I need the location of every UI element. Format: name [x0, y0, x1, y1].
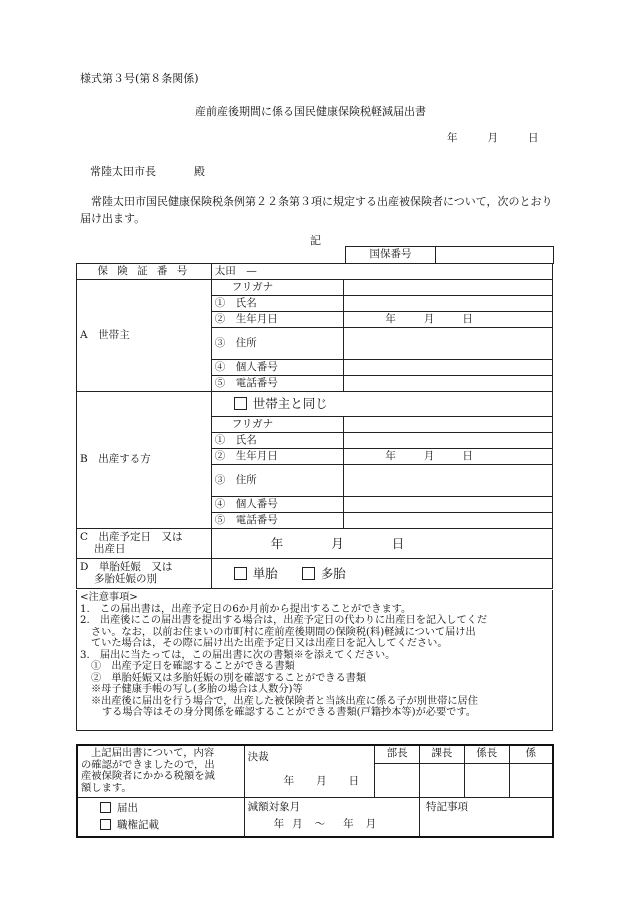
office-use-table [76, 744, 554, 838]
note-3: 3. 届出に当たっては，この届出書に次の書類※を添えてください。 [80, 649, 396, 661]
main-form-table [76, 263, 553, 589]
insurance-input[interactable]: 太田 — [211, 264, 552, 280]
same-as-head-checkbox[interactable] [234, 397, 247, 410]
kacho-label: 課長 [420, 745, 465, 763]
b-address-input[interactable] [344, 465, 553, 497]
b-birth-year: 年 [385, 449, 396, 462]
b-birth-day: 日 [462, 449, 473, 462]
same-as-head-row[interactable] [211, 392, 552, 417]
period-year-2: 年 [343, 818, 354, 831]
a-birth-input[interactable] [344, 312, 553, 328]
kessai-date [248, 776, 372, 788]
a-furigana-label: フリガナ [211, 280, 344, 296]
addressee-name: 常陸太田市長 [90, 165, 156, 178]
body-text: 常陸太田市国民健康保険税条例第２２条第３項に規定する出産被保険者について，次のとおり届け出ます。 [80, 195, 553, 225]
b-name-label: ① 氏名 [211, 433, 344, 449]
note-1: 1. この届出書は，出産予定日の6か月前から提出することができます。 [80, 603, 412, 615]
note-2a: 2. 出産後にこの届出書を提出する場合は，出産予定日の代わりに出産日を記入してくだ [80, 615, 488, 626]
a-birth-year: 年 [385, 312, 396, 325]
period-year-1: 年 [273, 818, 285, 831]
kessai-year: 年 [283, 774, 295, 787]
single-label: 単胎 [252, 565, 278, 581]
office-note-4: 額します。 [81, 781, 132, 794]
kessai-day: 日 [348, 774, 360, 787]
kessai-cell[interactable] [244, 745, 375, 797]
note-2b: さい。なお，以前お住まいの市町村に産前産後期間の保険税(料)軽減について届け出 [91, 626, 476, 638]
a-birth-month: 月 [423, 312, 435, 325]
section-c-label [77, 529, 212, 559]
b-address-label: ③ 住所 [211, 465, 344, 497]
note-3-2: ② 単胎妊娠又は多胎妊娠の別を確認することができる書類 [91, 672, 367, 684]
kakari-stamp[interactable] [509, 763, 553, 797]
b-phone-input[interactable] [344, 513, 553, 529]
shokken-label: 職権記載 [117, 819, 159, 832]
due-month: 月 [331, 535, 344, 551]
section-c-line2: 出産日 [94, 542, 126, 555]
kessai-month: 月 [316, 774, 327, 787]
section-a-label: A 世帯主 [77, 280, 212, 392]
bucho-stamp[interactable] [375, 763, 420, 797]
todokede-checkbox[interactable] [100, 802, 111, 813]
office-note-3: 産被保険者にかかる税額を減 [81, 770, 215, 783]
section-d-label [77, 559, 212, 589]
a-personal-no-input[interactable] [344, 360, 553, 376]
note-2c: ていた場合は，その際に届け出た出産予定日又は出産日を記入してください。 [91, 638, 448, 649]
a-birth-label: ② 生年月日 [211, 312, 344, 328]
todokede-label: 届出 [117, 801, 138, 814]
tokki-label: 特記事項 [426, 800, 469, 813]
office-note-2: の確認ができましたので，出 [81, 758, 215, 771]
office-note-1: 上記届出書について，内容 [91, 747, 215, 760]
period-month-1: 月 [292, 818, 303, 831]
a-personal-no-label: ④ 個人番号 [211, 360, 344, 376]
b-personal-no-input[interactable] [344, 497, 553, 513]
b-phone-label: ⑤ 電話番号 [211, 513, 344, 529]
due-date-input[interactable] [211, 529, 552, 559]
submission-date[interactable] [447, 130, 539, 145]
insurance-label: 保 険 証 番 号 [77, 264, 212, 280]
method-cell [77, 797, 244, 837]
b-birth-input[interactable] [344, 449, 553, 465]
shokken-checkbox[interactable] [100, 819, 111, 830]
shokken-option[interactable] [100, 819, 241, 832]
tokki-cell[interactable] [420, 797, 553, 837]
kokuho-table [345, 246, 554, 264]
b-birth-month: 月 [423, 449, 435, 462]
b-personal-no-label: ④ 個人番号 [211, 497, 344, 513]
a-address-label: ③ 住所 [211, 328, 344, 360]
note-3-3: ※母子健康手帳の写し(多胎の場合は人数分)等 [91, 684, 303, 695]
b-birth-label: ② 生年月日 [211, 449, 344, 465]
date-month-label: 月 [487, 132, 498, 144]
a-name-label: ① 氏名 [211, 296, 344, 312]
b-furigana-input[interactable] [344, 417, 553, 433]
page-title: 産前産後期間に係る国民健康保険税軽減届出書 [195, 105, 426, 118]
ki-label: 記 [310, 234, 321, 247]
note-3-1: ① 出産予定日を確認することができる書類 [91, 661, 295, 672]
due-year: 年 [270, 535, 284, 551]
notes-heading: <注意事項> [80, 592, 138, 603]
kakaricho-stamp[interactable] [464, 763, 509, 797]
section-c-line1: C 出産予定日 又は [80, 530, 183, 543]
notes-box [76, 590, 553, 731]
todokede-option[interactable] [100, 802, 241, 815]
reduction-label: 減額対象月 [247, 800, 301, 813]
reduction-period [248, 819, 416, 831]
a-phone-input[interactable] [344, 376, 553, 392]
a-birth-day: 日 [462, 312, 473, 325]
date-year-label: 年 [447, 132, 458, 144]
pregnancy-type-field[interactable] [211, 559, 552, 589]
a-name-input[interactable] [344, 296, 553, 312]
kakaricho-label: 係長 [464, 745, 509, 763]
a-phone-label: ⑤ 電話番号 [211, 376, 344, 392]
b-name-input[interactable] [344, 433, 553, 449]
section-d-line2: 多胎妊娠の別 [94, 572, 157, 585]
multiple-checkbox[interactable] [302, 567, 315, 580]
single-checkbox[interactable] [234, 567, 247, 580]
addressee-suffix: 殿 [194, 165, 205, 178]
reduction-period-cell[interactable] [244, 797, 419, 837]
kessai-label: 決裁 [247, 751, 269, 763]
note-3-4a: ※出産後に届出を行う場合で，出産した被保険者と当該出産に係る子が別世帯に居住 [91, 695, 478, 707]
form-number: 様式第３号(第８条関係) [80, 72, 199, 85]
kacho-stamp[interactable] [420, 763, 465, 797]
kokuho-label: 国保番号 [346, 247, 436, 264]
due-day: 日 [391, 535, 405, 551]
kakari-label: 係 [509, 745, 553, 763]
a-address-input[interactable] [344, 328, 553, 360]
period-tilde: 〜 [314, 818, 326, 831]
office-note [77, 745, 244, 797]
same-as-head-label: 世帯主と同じ [252, 395, 328, 411]
period-month-2: 月 [365, 818, 377, 831]
addressee [90, 163, 205, 179]
bucho-label: 部長 [375, 745, 420, 763]
b-furigana-label: フリガナ [211, 417, 344, 433]
date-day-label: 日 [528, 132, 539, 144]
a-furigana-input[interactable] [344, 280, 553, 296]
section-b-label: B 出産する方 [77, 392, 212, 529]
multiple-label: 多胎 [320, 565, 346, 581]
note-3-4b: する場合等はその身分関係を確認することができる書類(戸籍抄本等)が必要です。 [102, 707, 476, 718]
section-d-line1: D 単胎妊娠 又は [80, 560, 173, 573]
kokuho-input[interactable] [436, 247, 554, 264]
